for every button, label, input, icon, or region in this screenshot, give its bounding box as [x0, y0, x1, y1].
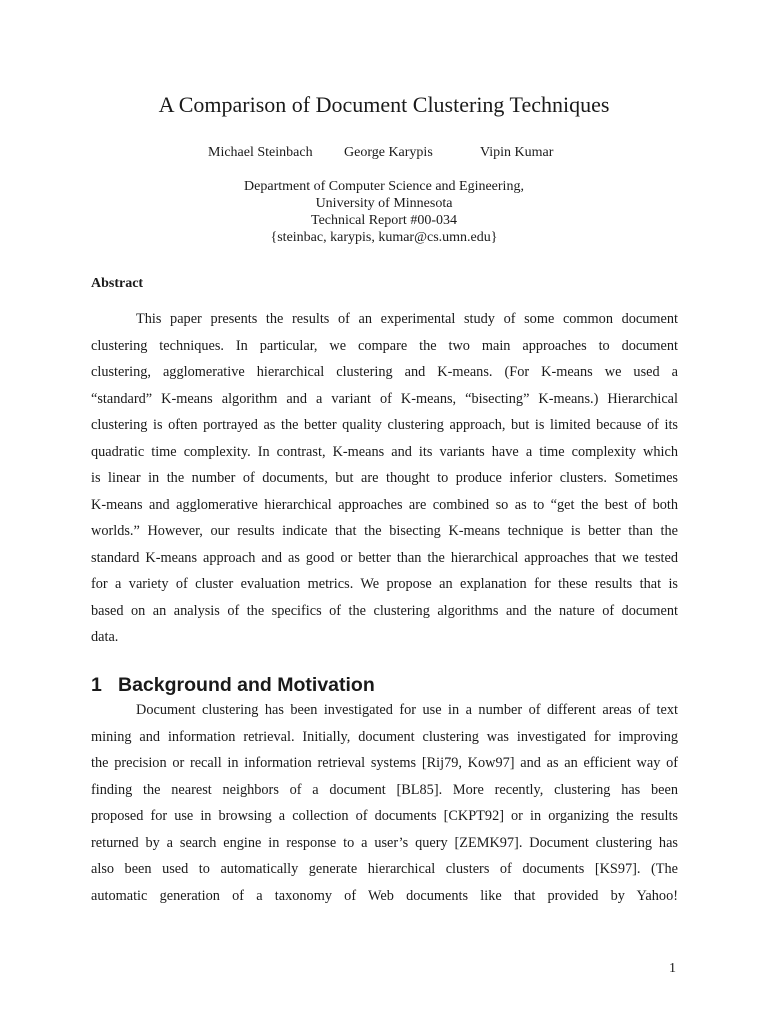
abstract-line: standard K-means approach and as good or better than the hierarchical approaches that we tested	[91, 549, 678, 566]
author-name: Vipin Kumar	[480, 145, 554, 160]
abstract-line: worlds.” However, our results indicate that the bisecting K-means technique is better than the	[91, 523, 678, 539]
abstract-line: clustering, agglomerative hierarchical clustering and K-means. (For K-means we used a	[91, 364, 678, 380]
abstract-line: is linear in the number of documents, but are thought to produce inferior clusters. Sometimes	[91, 470, 678, 486]
affiliation-university: University of Minnesota	[315, 196, 453, 211]
affiliation-report-number: Technical Report #00-034	[311, 213, 457, 228]
section-line: proposed for use in browsing a collection of documents [CKPT92] or in organizing the results	[91, 808, 678, 824]
abstract-line: data.	[91, 629, 119, 645]
abstract-heading: Abstract	[91, 276, 144, 291]
section-number: 1	[91, 674, 102, 696]
section-body	[91, 697, 678, 909]
section-line: also been used to automatically generate hierarchical clusters of documents [KS97]. (The	[91, 861, 678, 877]
abstract-line: This paper presents the results of an experimental study of some common document	[136, 311, 678, 327]
section-line: Document clustering has been investigated for use in a number of different areas of text	[136, 702, 678, 718]
author-name: Michael Steinbach	[208, 145, 313, 160]
abstract-line: based on an analysis of the specifics of the clustering algorithms and the nature of document	[91, 602, 678, 619]
abstract-line: quadratic time complexity. In contrast, K-means and its variants have a time complexity which	[91, 443, 678, 460]
section-line: finding the nearest neighbors of a document [BL85]. More recently, clustering has been	[91, 781, 678, 798]
section-line: the precision or recall in information retrieval systems [Rij79, Kow97] and as an efficient way of	[91, 755, 678, 771]
affiliation-block	[0, 178, 768, 246]
author-name: George Karypis	[344, 145, 433, 160]
page-number: 1	[669, 961, 676, 976]
affiliation-emails: {steinbac, karypis, kumar@cs.umn.edu}	[270, 230, 498, 245]
abstract-body	[91, 306, 678, 651]
section-line: mining and information retrieval. Initially, document clustering was investigated for improving	[91, 728, 678, 745]
paper-title: A Comparison of Document Clustering Techniques	[158, 92, 610, 117]
abstract-line: for a variety of cluster evaluation metrics. We propose an explanation for these results that is	[91, 576, 678, 592]
abstract-line: K-means and agglomerative hierarchical approaches are combined so as to “get the best of both	[91, 496, 678, 513]
abstract-line: clustering is often portrayed as the better quality clustering approach, but is limited because of its	[91, 417, 678, 433]
abstract-line: “standard” K-means algorithm and a variant of K-means, “bisecting” K-means.) Hierarchical	[91, 390, 678, 407]
section-title: Background and Motivation	[118, 674, 375, 696]
affiliation-department: Department of Computer Science and Egineering,	[244, 179, 524, 194]
section-heading	[91, 672, 375, 698]
section-line: automatic generation of a taxonomy of Web documents like that provided by Yahoo!	[91, 887, 678, 904]
section-line: returned by a search engine in response to a user’s query [ZEMK97]. Document clustering has	[91, 834, 678, 851]
abstract-line: clustering techniques. In particular, we compare the two main approaches to document	[91, 337, 678, 354]
